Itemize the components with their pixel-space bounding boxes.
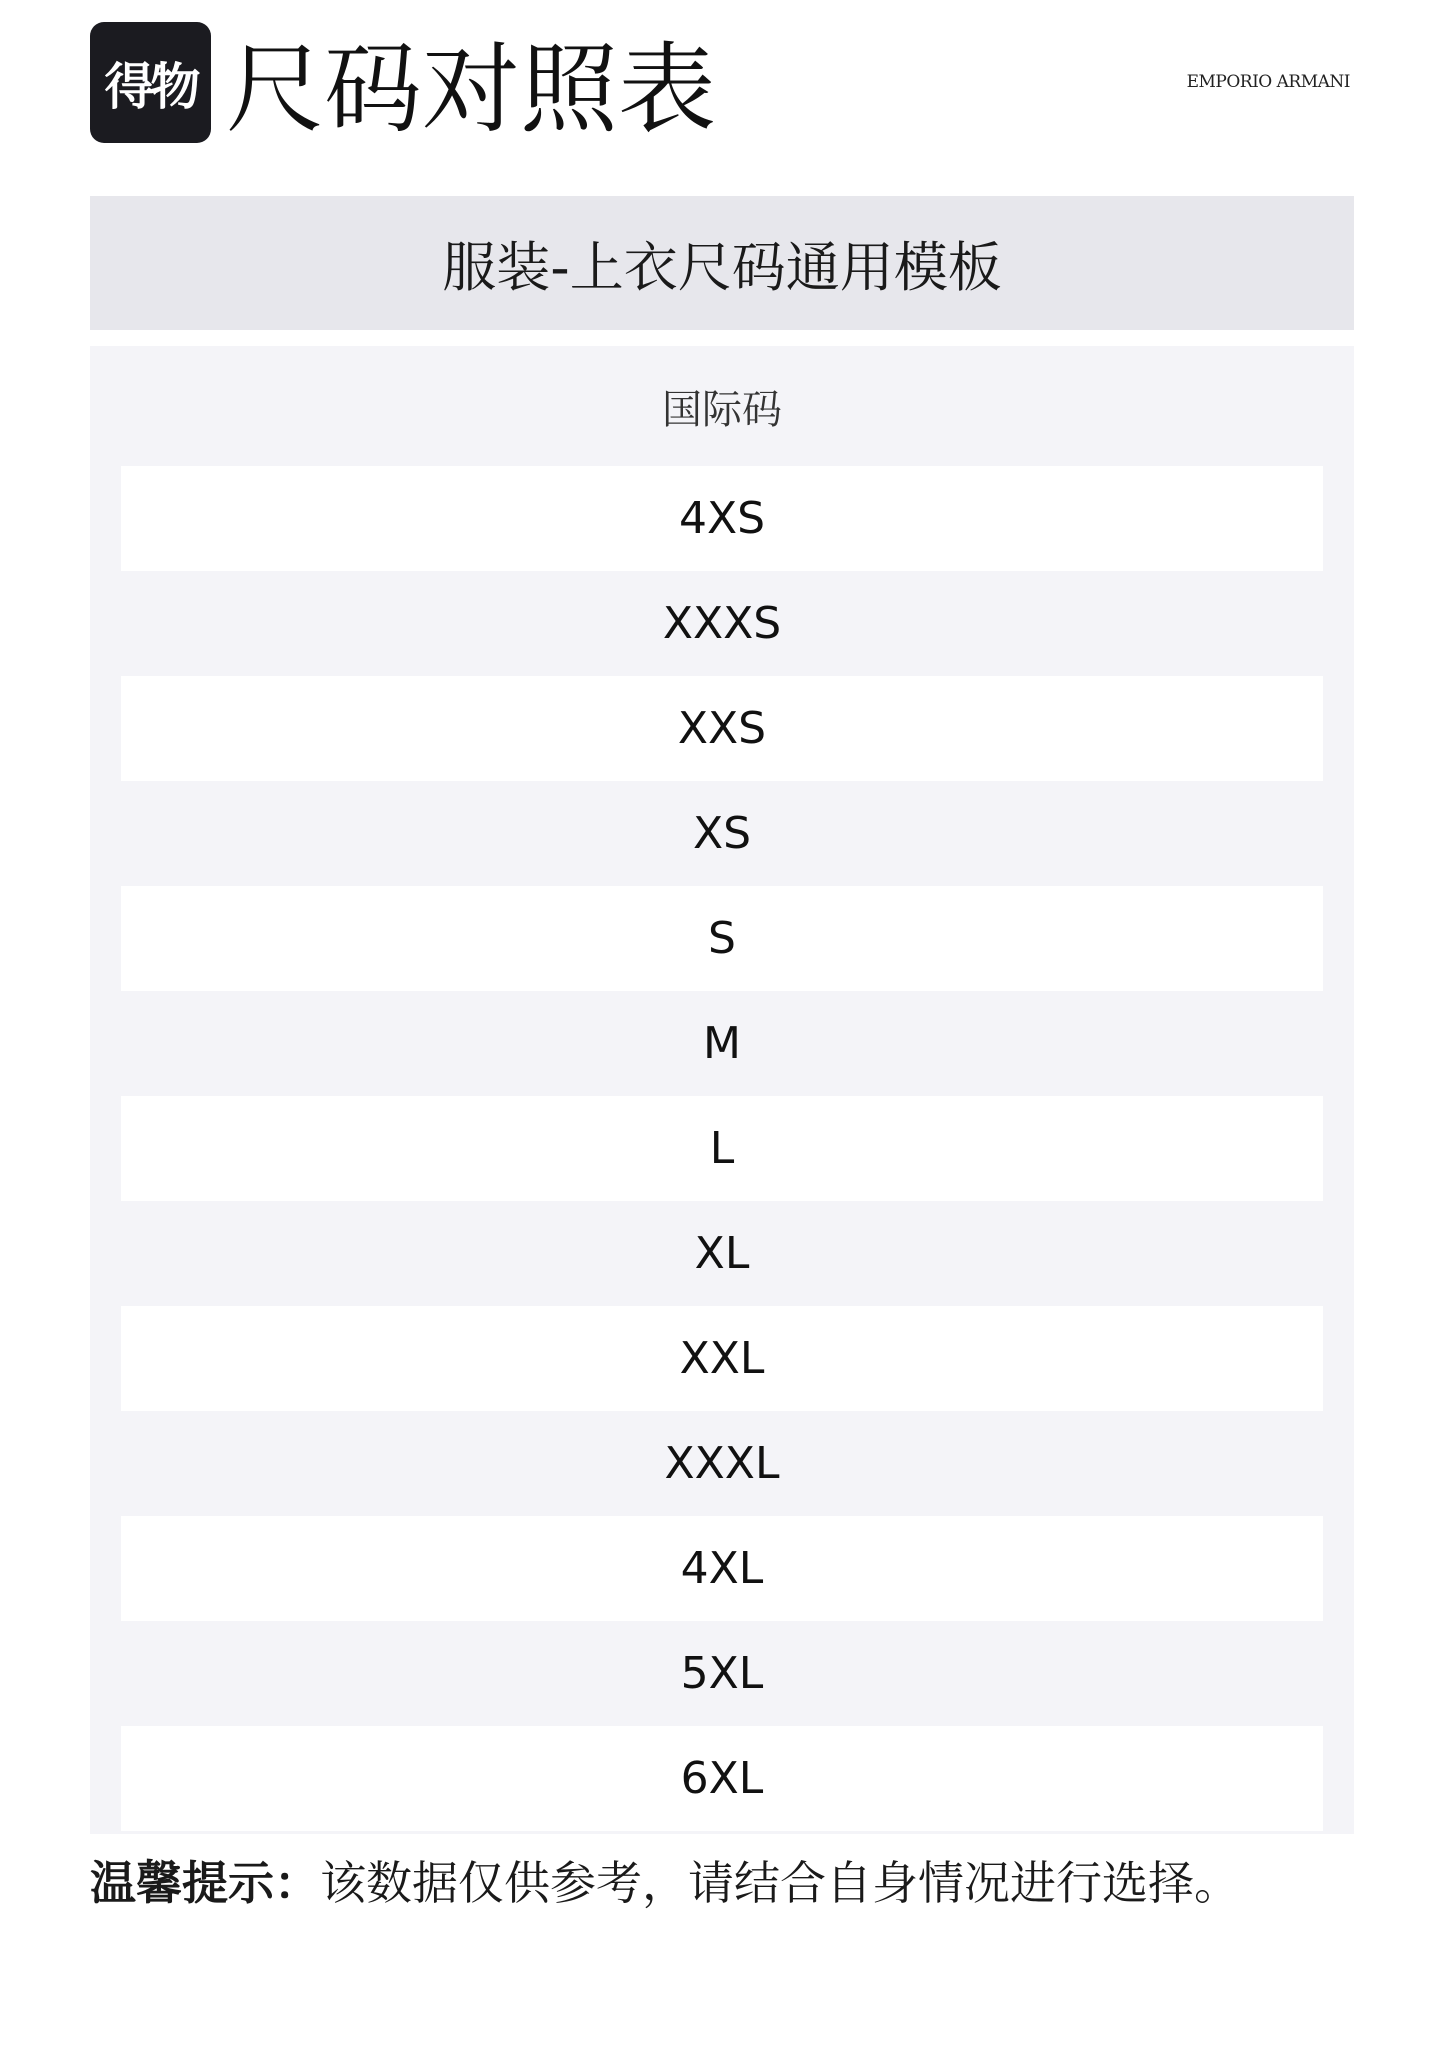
table-row: 4XS [121, 466, 1323, 571]
dewu-logo: 得物 [90, 22, 211, 143]
table-row: XXXL [664, 1438, 780, 1489]
page-header [90, 22, 1350, 152]
table-row: M [703, 1018, 741, 1069]
column-header-international-size: 国际码 [662, 386, 782, 433]
tip-label: 温馨提示： [90, 1856, 320, 1910]
section-title: 服装-上衣尺码通用模板 [90, 196, 1354, 330]
table-row: XXL [121, 1306, 1323, 1411]
table-row: XL [694, 1228, 750, 1279]
table-row: 5XL [680, 1648, 764, 1699]
tip-note [90, 1848, 1240, 1918]
table-row: XXS [121, 676, 1323, 781]
table-row: XXXS [662, 598, 782, 649]
table-row: 4XL [121, 1516, 1323, 1621]
table-row: S [121, 886, 1323, 991]
table-row: XS [692, 808, 752, 859]
table-row: 6XL [121, 1726, 1323, 1831]
brand-logo: EMPORIO ARMANI [1186, 72, 1350, 92]
tip-text: 该数据仅供参考，请结合自身情况进行选择。 [320, 1856, 1240, 1910]
page-title: 尺码对照表 [226, 33, 717, 147]
size-rows [90, 466, 1354, 1831]
size-table [90, 346, 1354, 1834]
table-row: L [121, 1096, 1323, 1201]
